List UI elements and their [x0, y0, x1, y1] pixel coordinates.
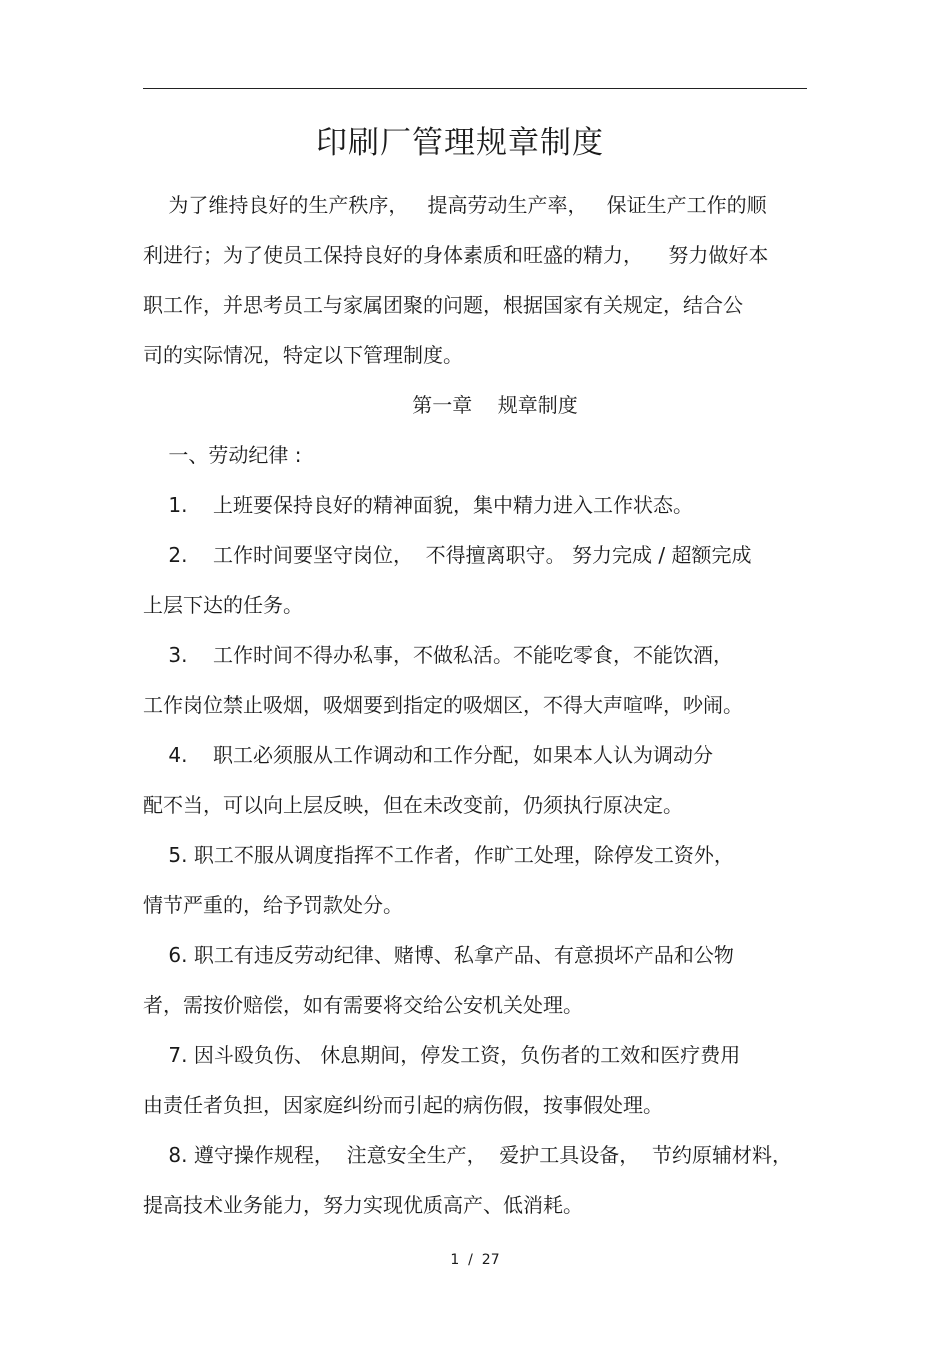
rule-item-3: 3. 工作时间不得办私事，不做私活。不能吃零食，不能饮酒，	[143, 643, 733, 667]
rule-item-6-continued: 者，需按价赔偿，如有需要将交给公安机关处理。	[143, 993, 583, 1017]
section-heading: 一、劳动纪律 :	[143, 443, 302, 467]
rule-item-5-continued: 情节严重的，给予罚款处分。	[143, 893, 403, 917]
rule-item-8-continued: 提高技术业务能力，努力实现优质高产、低消耗。	[143, 1193, 583, 1217]
intro-line: 利进行；为了使员工保持良好的身体素质和旺盛的精力， 努力做好本	[143, 243, 769, 267]
rule-item-4-continued: 配不当，可以向上层反映，但在未改变前，仍须执行原决定。	[143, 793, 683, 817]
rule-item-3-continued: 工作岗位禁止吸烟，吸烟要到指定的吸烟区，不得大声喧哗，吵闹。	[143, 693, 743, 717]
document-title: 印刷厂管理规章制度	[316, 125, 604, 161]
rule-item-1: 1. 上班要保持良好的精神面貌，集中精力进入工作状态。	[143, 493, 693, 517]
rule-item-7: 7. 因斗殴负伤、 休息期间，停发工资，负伤者的工效和医疗费用	[143, 1043, 741, 1067]
chapter-heading: 第一章 规章制度	[412, 393, 578, 417]
intro-line: 司的实际情况，特定以下管理制度。	[143, 343, 463, 367]
header-rule	[143, 88, 807, 89]
intro-line: 为了维持良好的生产秩序， 提高劳动生产率， 保证生产工作的顺	[143, 193, 767, 217]
intro-line: 职工作，并思考员工与家属团聚的问题，根据国家有关规定，结合公	[143, 293, 743, 317]
rule-item-8: 8. 遵守操作规程， 注意安全生产， 爱护工具设备， 节约原辅材料，	[143, 1143, 793, 1167]
rule-item-2: 2. 工作时间要坚守岗位， 不得擅离职守。 努力完成 / 超额完成	[143, 543, 752, 567]
rule-item-5: 5. 职工不服从调度指挥不工作者，作旷工处理，除停发工资外，	[143, 843, 734, 867]
rule-item-2-continued: 上层下达的任务。	[143, 593, 303, 617]
rule-item-7-continued: 由责任者负担，因家庭纠纷而引起的病伤假，按事假处理。	[143, 1093, 663, 1117]
rule-item-6: 6. 职工有违反劳动纪律、赌博、私拿产品、有意损坏产品和公物	[143, 943, 734, 967]
page-number: 1 / 27	[450, 1252, 500, 1268]
rule-item-4: 4. 职工必须服从工作调动和工作分配，如果本人认为调动分	[143, 743, 713, 767]
